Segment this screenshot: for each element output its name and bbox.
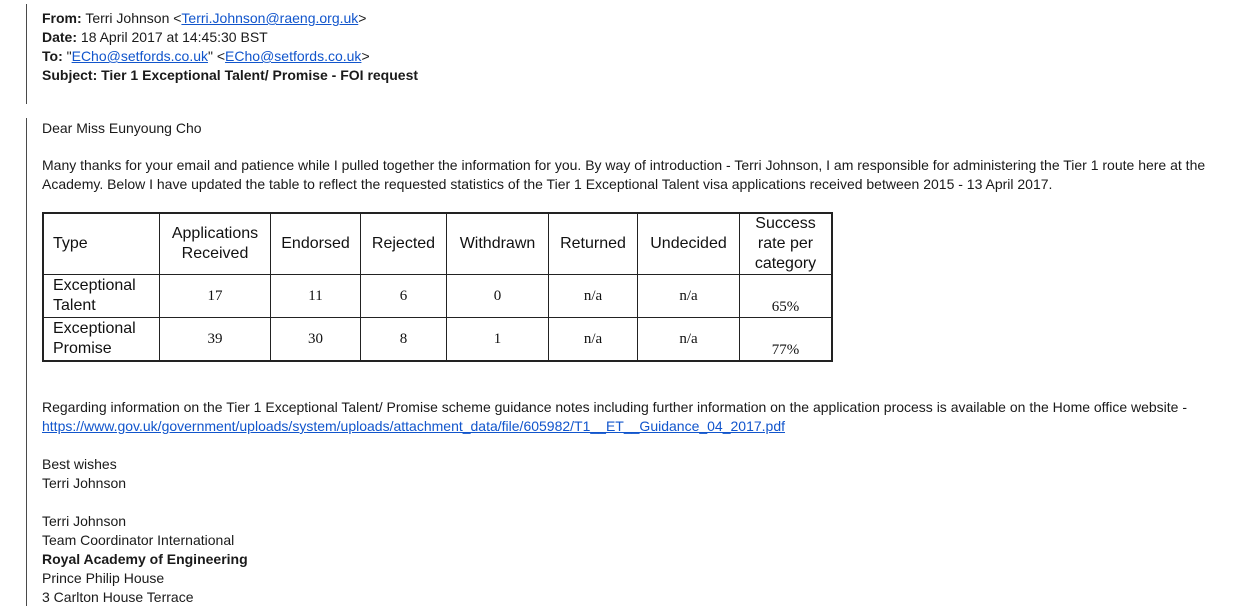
cell-applications: 39	[160, 318, 271, 362]
cell-applications: 17	[160, 275, 271, 318]
header-applications: Applications Received	[160, 213, 271, 275]
header-success-rate: Success rate per category	[740, 213, 833, 275]
signature-org: Royal Academy of Engineering	[42, 551, 248, 567]
closing: Best wishes	[42, 456, 117, 472]
guidance-link[interactable]: https://www.gov.uk/government/uploads/system/uploads/attachment_data/file/605982/T1__ET__Guidance_04_2017.pdf	[42, 418, 785, 434]
cell-returned: n/a	[549, 275, 638, 318]
date-value: 18 April 2017 at 14:45:30 BST	[80, 29, 268, 45]
header-undecided: Undecided	[638, 213, 740, 275]
table-header-row	[43, 213, 832, 275]
to-line	[42, 47, 418, 66]
table-row	[43, 275, 832, 318]
from-close: >	[358, 10, 367, 26]
date-label: Date:	[42, 29, 78, 45]
signature-role: Team Coordinator International	[42, 532, 235, 548]
from-label: From:	[42, 10, 82, 26]
statistics-table	[42, 212, 833, 362]
cell-returned: n/a	[549, 318, 638, 362]
signature-address-2: 3 Carlton House Terrace	[42, 589, 194, 605]
email-after-table	[42, 398, 1237, 607]
header-type: Type	[43, 213, 160, 275]
email-body	[42, 118, 1237, 194]
to-close: >	[361, 48, 370, 64]
cell-undecided: n/a	[638, 318, 740, 362]
table-row	[43, 318, 832, 362]
header-endorsed: Endorsed	[271, 213, 361, 275]
cell-withdrawn: 0	[447, 275, 549, 318]
date-line	[42, 28, 418, 47]
intro-paragraph: Many thanks for your email and patience while I pulled together the information for you. By way of introduction - Terri Johnson, I am responsible for administering the Tier 1 route here at the Academy. Below I have updated the table to reflect the requested statistics of the Tier 1 Exceptional Talent visa applications received between 2015 - 13 April 2017.	[42, 157, 1206, 192]
from-name: Terri Johnson <	[85, 10, 182, 26]
to-mid: " <	[208, 48, 226, 64]
quote-bar-header	[26, 4, 27, 104]
header-returned: Returned	[549, 213, 638, 275]
cell-success-rate: 77%	[740, 318, 833, 362]
cell-endorsed: 30	[271, 318, 361, 362]
cell-withdrawn: 1	[447, 318, 549, 362]
cell-rejected: 8	[361, 318, 447, 362]
quote-bar-body	[26, 118, 27, 606]
cell-type: Exceptional Talent	[43, 275, 160, 318]
cell-undecided: n/a	[638, 275, 740, 318]
to-email-link[interactable]: ECho@setfords.co.uk	[225, 48, 362, 64]
cell-type: Exceptional Promise	[43, 318, 160, 362]
from-email-link[interactable]: Terri.Johnson@raeng.org.uk	[181, 10, 359, 26]
cell-success-rate: 65%	[740, 275, 833, 318]
to-label: To:	[42, 48, 63, 64]
guidance-text: Regarding information on the Tier 1 Exceptional Talent/ Promise scheme guidance notes including further information on the application process is available on the Home office website -	[42, 399, 1188, 415]
from-line	[42, 9, 418, 28]
email-header	[42, 9, 418, 85]
to-display-link[interactable]: ECho@setfords.co.uk	[71, 48, 208, 64]
to-quote-open: "	[66, 48, 72, 64]
subject-line: Subject: Tier 1 Exceptional Talent/ Promise - FOI request	[42, 67, 419, 83]
greeting: Dear Miss Eunyoung Cho	[42, 120, 202, 136]
signature-address-1: Prince Philip House	[42, 570, 165, 586]
signoff-name: Terri Johnson	[42, 475, 127, 491]
header-withdrawn: Withdrawn	[447, 213, 549, 275]
cell-rejected: 6	[361, 275, 447, 318]
signature-name: Terri Johnson	[42, 513, 127, 529]
cell-endorsed: 11	[271, 275, 361, 318]
header-rejected: Rejected	[361, 213, 447, 275]
